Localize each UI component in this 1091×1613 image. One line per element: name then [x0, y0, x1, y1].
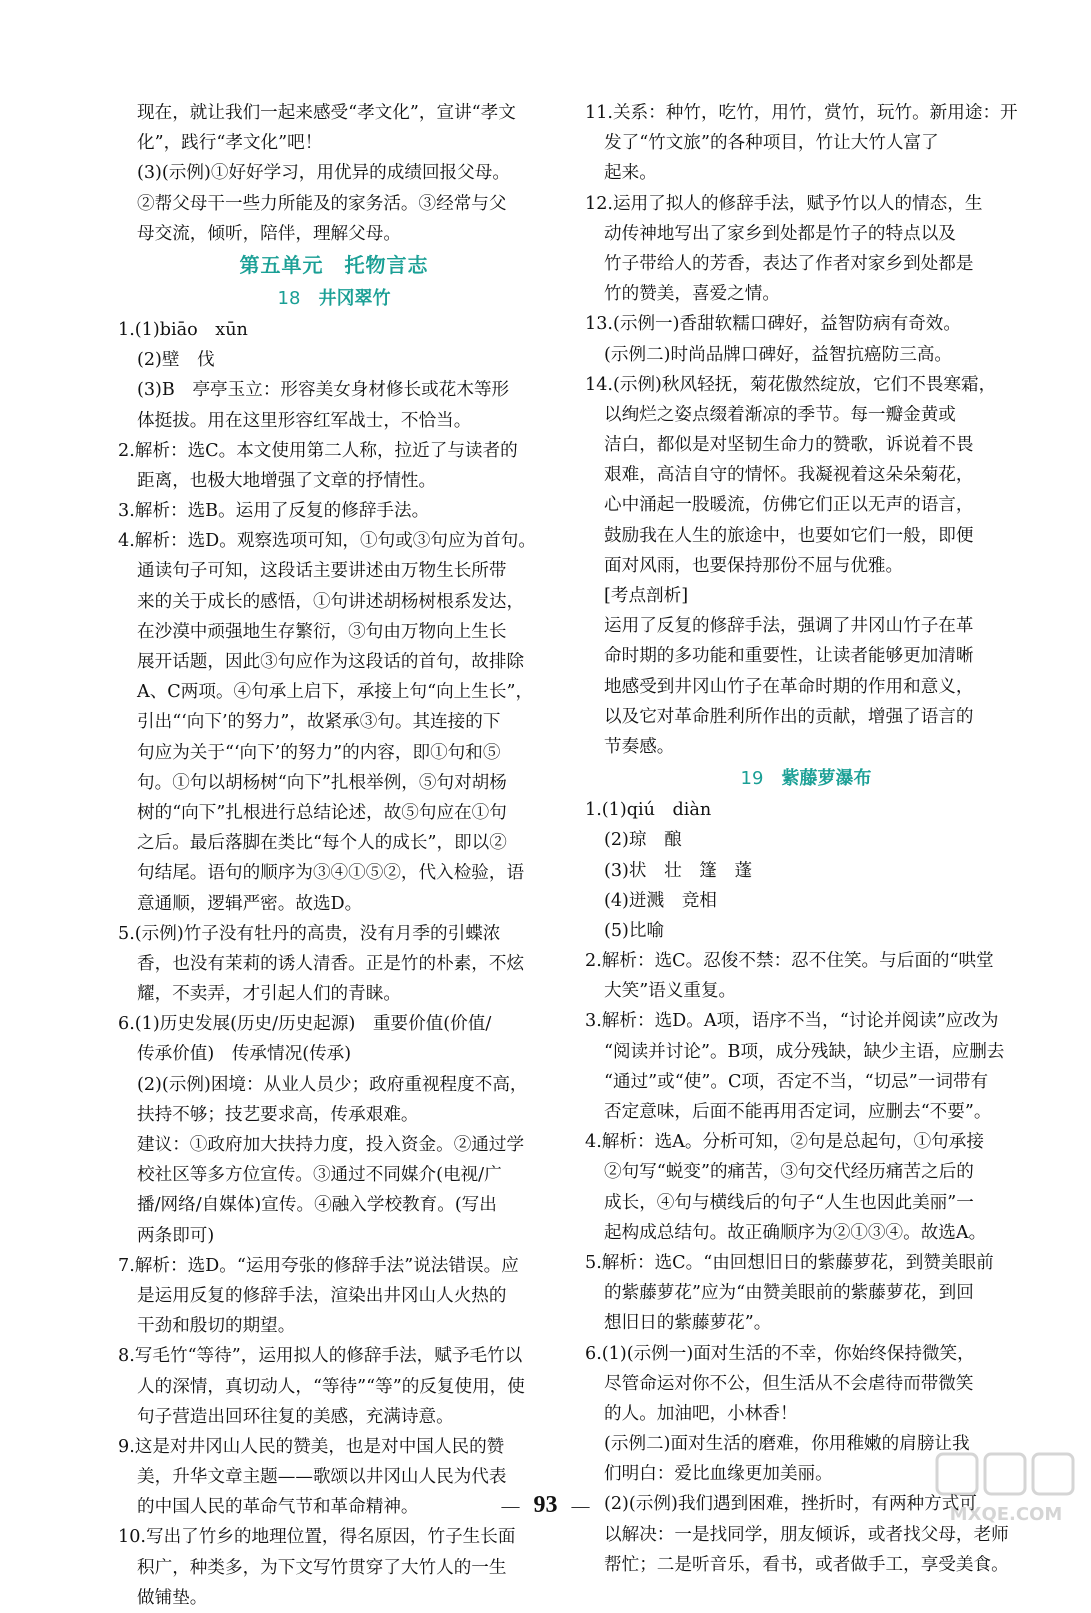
text-line: 鼓励我在人生的旅途中，也要如它们一般，即便 [604, 525, 974, 546]
lesson-name: 紫藤萝瀑布 [781, 768, 872, 790]
watermark-logo [931, 1448, 1081, 1528]
text-line: 是运用反复的修辞手法，渲染出井冈山人火热的 [137, 1285, 507, 1306]
text-line: (2)壁 伐 [137, 350, 215, 371]
text-line: (示例二)时尚品牌口碑好，益智抗癌防三高。 [604, 344, 953, 365]
text-line: 1.(1)biāo xūn [118, 319, 248, 340]
text-line: 母交流，倾听，陪伴，理解父母。 [137, 223, 401, 244]
text-line: 通读句子可知，这段话主要讲述由万物生长所带 [137, 561, 507, 582]
text-line: (3)状 壮 篷 蓬 [604, 860, 753, 881]
lesson-title [585, 762, 1027, 795]
text-line: 化”，践行“孝文化”吧！ [137, 133, 323, 154]
text-line: 耀，不卖弄，才引起人们的青睐。 [137, 984, 401, 1005]
text-line: 9.这是对井冈山人民的赞美，也是对中国人民的赞 [118, 1436, 505, 1457]
text-line: (4)迸溅 竞相 [604, 890, 717, 911]
text-line: 现在，就让我们一起来感受“孝文化”，宣讲“孝文 [137, 103, 516, 123]
text-line: 4.解析：选A。分析可知，②句是总起句，①句承接 [585, 1132, 984, 1153]
text-line: 的人。加油吧，小林香！ [604, 1403, 798, 1424]
text-line: 命时期的多功能和重要性，让读者能够更加清晰 [604, 646, 974, 667]
text-line: 人的深情，真切动人，“等待”“等”的反复使用，使 [137, 1376, 525, 1397]
text-line: 5.(示例)竹子没有牡丹的高贵，没有月季的引蝶浓 [118, 923, 501, 944]
text-line: [考点剖析] [604, 586, 689, 606]
text-line: ②句写“蜕变”的痛苦，③句交代经历痛苦之后的 [604, 1162, 974, 1183]
text-line: (2)(示例)我们遇到困难，挫折时，有两种方式可 [604, 1494, 977, 1515]
text-line: 6.(1)(示例一)面对生活的不幸，你始终保持微笑， [585, 1343, 975, 1364]
text-line: 3.解析：选B。运用了反复的修辞手法。 [118, 501, 430, 522]
text-line: (2)(示例)困境：从业人员少；政府重视程度不高， [137, 1074, 528, 1095]
text-line: 校社区等多方位宣传。③通过不同媒介(电视/广 [137, 1165, 502, 1186]
text-line: 想旧日的紫藤萝花”。 [604, 1313, 772, 1334]
text-line: 10.写出了竹乡的地理位置，得名原因，竹子生长面 [118, 1527, 516, 1548]
text-line: 2.解析：选C。本文使用第二人称，拉近了与读者的 [118, 440, 518, 461]
text-line: 4.解析：选D。观察选项可知，①句或③句应为首句。 [118, 531, 536, 552]
text-line: 3.解析：选D。A项，语序不当，“讨论并阅读”应改为 [585, 1011, 999, 1032]
svg-text:MXQE.COM: MXQE.COM [949, 1504, 1063, 1525]
text-line: 建议：①政府加大扶持力度，投入资金。②通过学 [137, 1135, 525, 1155]
text-line: 6.(1)历史发展(历史/历史起源) 重要价值(价值/ [118, 1014, 492, 1035]
text-line: 以及它对革命胜利所作出的贡献，增强了语言的 [604, 706, 974, 727]
unit-title: 第五单元 托物言志 [239, 252, 429, 277]
text-line: 动传神地写出了家乡到处都是竹子的特点以及 [604, 223, 956, 244]
text-line: 大笑”语义重复。 [604, 981, 737, 1002]
text-line: 地感受到井冈山竹子在革命时期的作用和意义， [604, 676, 974, 697]
text-line: (3)(示例)①好好学习，用优异的成绩回报父母。 [137, 163, 510, 184]
text-line: 帮忙；二是听音乐，看书，或者做手工，享受美食。 [604, 1554, 1009, 1575]
text-line: 以绚烂之姿点缀着渐凉的季节。每一瓣金黄或 [604, 404, 956, 425]
left-column [118, 98, 550, 1613]
text-line: 香，也没有茉莉的诱人清香。正是竹的朴素，不炫 [137, 953, 525, 974]
text-line: 两条即可) [137, 1225, 215, 1246]
right-column [585, 98, 1027, 1580]
text-line: 12.运用了拟人的修辞手法，赋予竹以人的情态，生 [585, 193, 983, 214]
text-line: 14.(示例)秋风轻抚，菊花傲然绽放，它们不畏寒霜， [585, 374, 997, 395]
text-line: (5)比喻 [604, 920, 665, 941]
text-line: 节奏感。 [604, 736, 675, 757]
text-line: 8.写毛竹“等待”，运用拟人的修辞手法，赋予毛竹以 [118, 1346, 523, 1367]
text-line: (2)琼 酿 [604, 830, 682, 851]
text-line: 树的“向下”扎根进行总结论述，故⑤句应在①句 [137, 802, 507, 823]
text-line: 意通顺，逻辑严密。故选D。 [137, 893, 363, 914]
text-line: 艰难，高洁自守的情怀。我凝视着这朵朵菊花， [604, 465, 974, 486]
text-line: 面对风雨，也要保持那份不屈与优雅。 [604, 555, 904, 576]
text-line: (示例二)面对生活的磨难，你用稚嫩的肩膀让我 [604, 1434, 970, 1455]
text-line: 的紫藤萝花”应为“由赞美眼前的紫藤萝花，到回 [604, 1283, 974, 1304]
lesson-name: 井冈翠竹 [318, 287, 391, 309]
text-line: 的中国人民的革命气节和革命精神。 [137, 1497, 419, 1518]
text-line: 起构成总结句。故正确顺序为②①③④。故选A。 [604, 1222, 987, 1243]
text-line: 句子营造出回环往复的美感，充满诗意。 [137, 1406, 454, 1427]
text-line: 1.(1)qiú diàn [585, 800, 712, 821]
text-line: 展开话题，因此③句应作为这段话的首句，故排除 [137, 652, 525, 672]
text-line: 尽管命运对你不公，但生活从不会虐待而带微笑 [604, 1373, 974, 1394]
text-line: A、C两项。④句承上启下，承接上句“向上生长”， [137, 682, 534, 703]
text-line: 句结尾。语句的顺序为③④①⑤②，代入检验，语 [137, 863, 525, 884]
text-line: 5.解析：选C。“由回想旧日的紫藤萝花，到赞美眼前 [585, 1252, 994, 1273]
text-line: 起来。 [604, 163, 657, 184]
text-line: 播/网络/自媒体)宣传。④融入学校教育。(写出 [137, 1195, 497, 1216]
lesson-number: 18 [277, 287, 301, 309]
text-line: “通过”或“使”。C项，否定不当，“切忌”一词带有 [604, 1071, 989, 1092]
text-line: 以解决：一是找同学，朋友倾诉，或者找父母，老师 [604, 1524, 1009, 1545]
text-line: 发了“竹文旅”的各种项目，竹让大竹人富了 [604, 133, 939, 154]
text-line: 洁白，都似是对坚韧生命力的赞歌，诉说着不畏 [604, 435, 974, 456]
text-line: 运用了反复的修辞手法，强调了井冈山竹子在革 [604, 616, 974, 637]
text-line: 11.关系：种竹，吃竹，用竹，赏竹，玩竹。新用途：开 [585, 103, 1018, 123]
text-line: 体挺拔。用在这里形容红军战士，不恰当。 [137, 410, 472, 431]
text-line: 传承价值) 传承情况(传承) [137, 1044, 352, 1065]
text-line: 做铺垫。 [137, 1587, 208, 1608]
text-line: 干劲和殷切的期望。 [137, 1316, 296, 1337]
text-line: 在沙漠中顽强地生存繁衍，③句由万物向上生长 [137, 621, 507, 642]
text-line: 美，升华文章主题——歌颂以井冈山人民为代表 [137, 1467, 507, 1488]
text-line: 来的关于成长的感悟，①句讲述胡杨树根系发达， [137, 591, 525, 612]
text-line: 13.(示例一)香甜软糯口碑好，益智防病有奇效。 [585, 314, 961, 335]
text-line: ②帮父母干一些力所能及的家务活。③经常与父 [137, 193, 507, 214]
text-line: (3)B 亭亭玉立：形容美女身材修长或花木等形 [137, 380, 510, 401]
lesson-number: 19 [740, 768, 764, 790]
text-line: 成长，④句与横线后的句子“人生也因此美丽”一 [604, 1192, 974, 1213]
text-line: 句应为关于“‘向下’的努力”的内容，即①句和⑤ [137, 742, 501, 763]
text-line: 2.解析：选C。忍俊不禁：忍不住笑。与后面的“哄堂 [585, 951, 994, 972]
text-line: 们明白：爱比血缘更加美丽。 [604, 1464, 833, 1485]
lesson-title [118, 282, 550, 315]
text-line: 句。①句以胡杨树“向下”扎根举例，⑤句对胡杨 [137, 772, 507, 793]
text-line: 引出“‘向下’的努力”，故紧承③句。其连接的下 [137, 712, 501, 733]
text-line: 竹子带给人的芳香，表达了作者对家乡到处都是 [604, 253, 974, 274]
text-line: 心中涌起一股暖流，仿佛它们正以无声的语言， [604, 495, 974, 516]
text-line: 距离，也极大地增强了文章的抒情性。 [137, 470, 437, 491]
text-line: 竹的赞美，喜爱之情。 [604, 284, 780, 305]
text-line: 之后。最后落脚在类比“每个人的成长”，即以② [137, 833, 507, 854]
page-number: — 93 — [0, 1492, 1091, 1519]
text-line: 扶持不够；技艺要求高，传承艰难。 [137, 1104, 419, 1125]
text-line: 积广，种类多，为下文写竹贯穿了大竹人的一生 [137, 1557, 507, 1578]
text-line: 否定意味，后面不能再用否定词，应删去“不要”。 [604, 1102, 992, 1122]
text-line: “阅读并讨论”。B项，成分残缺，缺少主语，应删去 [604, 1041, 1005, 1062]
text-line: 7.解析：选D。“运用夸张的修辞手法”说法错误。应 [118, 1255, 519, 1276]
